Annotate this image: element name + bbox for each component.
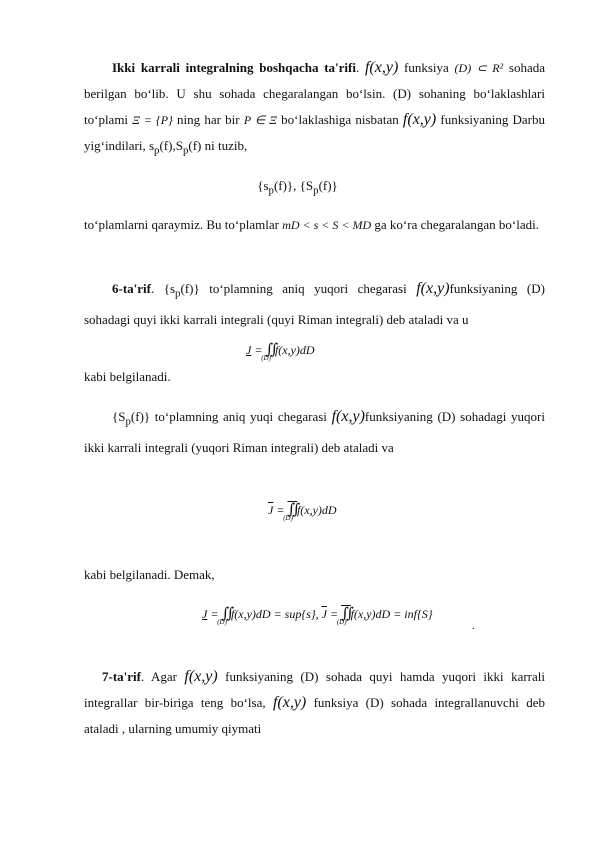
math-partition-set: Ξ = {P}: [132, 113, 173, 127]
math-fxy-6: f(x,y): [272, 694, 307, 711]
math-partition: P ∈ Ξ: [243, 113, 277, 127]
paragraph-kabi-2: kabi belgilanadi. Demak,: [84, 567, 215, 582]
heading-alt-definition: Ikki karrali integralning boshqacha ta'rifi: [112, 60, 356, 75]
formula-lower-integral: $J = ∬_{(D)}f(x,y)dD$: [246, 342, 315, 362]
formula-upper-integral: $\overline{J}$ = $∬_{(D)}f(x,y)dD$: [268, 502, 337, 522]
paragraph-upper-integral: $\{S_p(f)\}$ to‘plamning aniq yuqi chegarasi f(x,y)funksiyaning (D) sohadagi yuqori ikki karrali integrali (yuqori Riman integrali) deb ataladi va: [84, 408, 545, 455]
paragraph-definition-6: 6-ta'rif. $\{s_p(f)\}$ to‘plamning aniq yuqori chegarasi f(x,y)funksiyaning (D) sohadagi quyi ikki karrali integrali (quyi Riman integrali) deb ataladi va u: [84, 280, 545, 327]
math-fxy-2: f(x,y): [402, 111, 437, 128]
definition-7-label: 7-ta'rif: [102, 669, 141, 684]
math-fxy-5: f(x,y): [184, 668, 218, 685]
math-fxy-3: f(x,y): [416, 280, 450, 297]
definition-6-label: 6-ta'rif: [112, 281, 151, 296]
paragraph-bounded: to‘plamlarni qaraymiz. Bu to‘plamlar mD < s < S < MD ga ko‘ra chegaralangan bo‘ladi.: [84, 217, 539, 232]
paragraph-definition-7: 7-ta'rif. Agar f(x,y) funksiyaning (D) sohada quyi hamda yuqori ikki karrali integrallar bir-biriga teng bo‘lsa, f(x,y) funksiya (D) sohada integrallanuvchi deb ataladi , ularning umumiy qiymati: [84, 668, 546, 736]
math-fxy: f(x,y): [364, 59, 399, 76]
math-domain: (D) ⊂ R²: [454, 61, 504, 75]
paragraph-definition-intro: Ikki karrali integralning boshqacha ta'rifi. f(x,y) funksiya (D) ⊂ R² sohada berilgan bo‘lib. U shu sohada chegaralangan bo‘lsin. (D) sohaning bo‘laklashlari to‘plami Ξ = {P} ning har bir P ∈ Ξ bo‘laklashiga nisbatan f(x,y) funksiyaning Darbu yig‘indilari, $s_p(f),S_p(f)$ ni tuzib,: [84, 59, 546, 157]
formula-sup-inf: $J = ∬_{(D)}f(x,y)dD = sup\{s\}$, $\overline{J}$ = $∬_{(D)}f(x,y)dD = inf\{S\}$ .: [202, 606, 475, 632]
math-bounds: mD < s < S < MD: [282, 218, 372, 232]
darboux-sets: $\{s_p(f)\}$, $\{S_p(f)\}$: [257, 178, 338, 197]
paragraph-kabi-1: kabi belgilanadi.: [84, 369, 171, 384]
math-fxy-4: f(x,y): [331, 408, 365, 425]
